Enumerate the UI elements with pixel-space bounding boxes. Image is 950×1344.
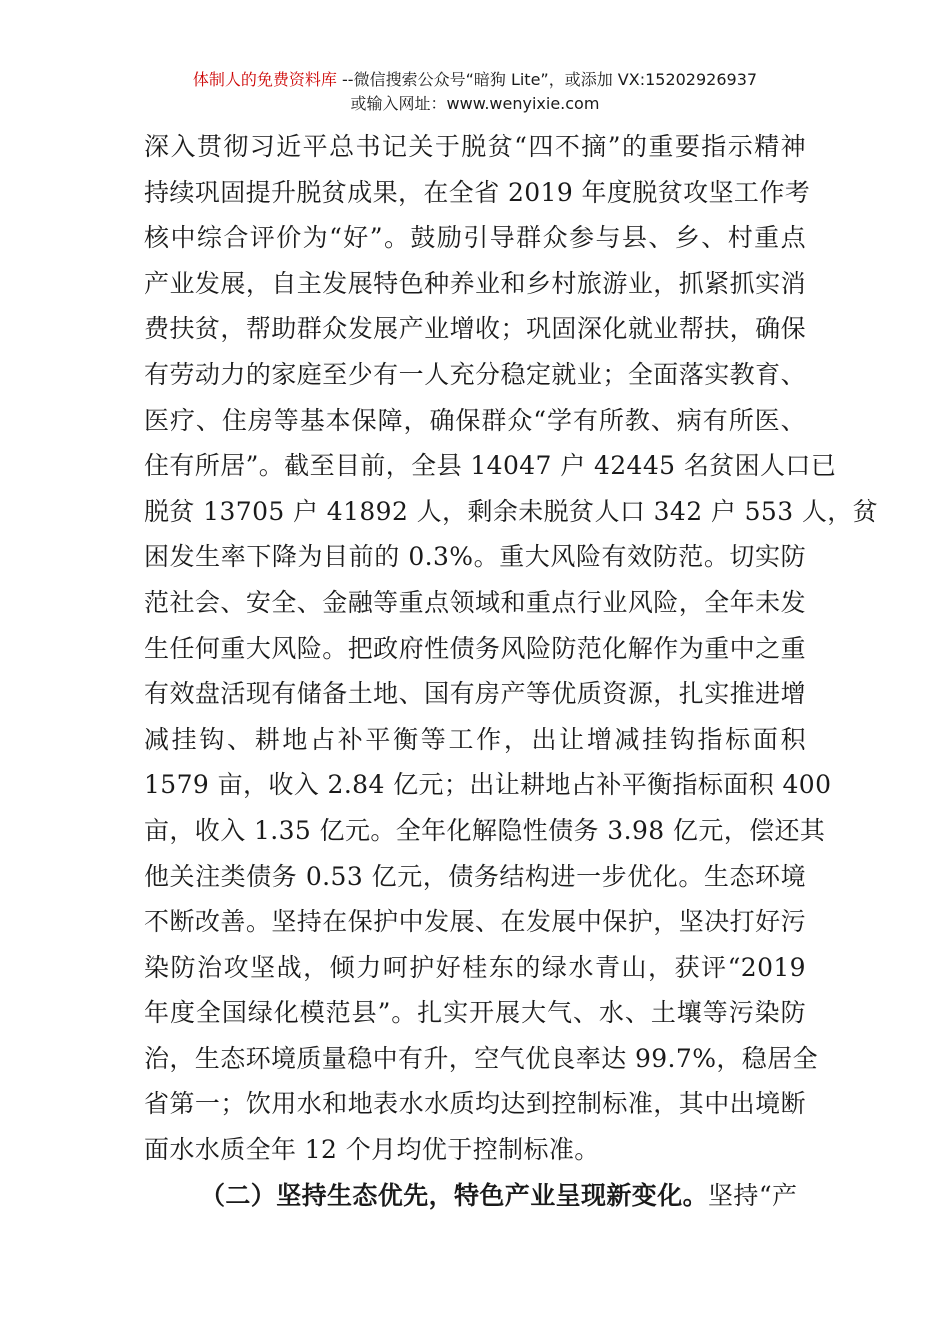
text-line: 省第一；饮用水和地表水水质均达到控制标准，其中出境断: [144, 1089, 806, 1119]
text-line: 范社会、安全、金融等重点领域和重点行业风险，全年未发: [144, 587, 806, 617]
text-line: 面水水质全年 12 个月均优于控制标准。: [144, 1135, 600, 1165]
text-line: 产业发展，自主发展特色种养业和乡村旅游业，抓紧抓实消: [144, 268, 806, 298]
text-line: 有劳动力的家庭至少有一人充分稳定就业；全面落实教育、: [144, 359, 806, 389]
text-line: 亩，收入 1.35 亿元。全年化解隐性债务 3.98 亿元，偿还其: [144, 815, 826, 845]
text-line: 费扶贫，帮助群众发展产业增收；巩固深化就业帮扶，确保: [144, 314, 806, 344]
text-line: 深入贯彻习近平总书记关于脱贫“四不摘”的重要指示精神: [144, 132, 806, 161]
text-line: 染防治攻坚战，倾力呵护好桂东的绿水青山，获评“2019: [144, 952, 806, 982]
watermark-header: [0, 68, 950, 116]
header-website: 或输入网址：www.wenyixie.com: [350, 94, 600, 113]
header-line-1: [0, 68, 950, 92]
text-line: 困发生率下降为目前的 0.3%。重大风险有效防范。切实防: [144, 542, 806, 572]
text-line: 住有所居”。截至目前，全县 14047 户 42445 名贫困人口已: [144, 451, 837, 481]
document-body: [144, 124, 879, 1218]
header-contact: --微信搜索公众号“暗狗 Lite”，或添加 VX:15202926937: [342, 70, 758, 89]
text-line: 有效盘活现有储备土地、国有房产等优质资源，扎实推进增: [144, 679, 806, 709]
header-brand: 体制人的免费资料库: [192, 70, 337, 89]
text-line: 1579 亩，收入 2.84 亿元；出让耕地占补平衡指标面积 400: [144, 770, 832, 800]
text-line: 生任何重大风险。把政府性债务风险防范化解作为重中之重: [144, 633, 806, 663]
text-line: 减挂钩、耕地占补平衡等工作，出让增减挂钩指标面积: [144, 724, 806, 754]
text-line: 持续巩固提升脱贫成果，在全省 2019 年度脱贫攻坚工作考: [144, 177, 811, 207]
text-line: 脱贫 13705 户 41892 人，剩余未脱贫人口 342 户 553 人，贫: [144, 496, 879, 526]
section-2-text: 坚持“产: [708, 1180, 798, 1210]
text-line: 不断改善。坚持在保护中发展、在发展中保护，坚决打好污: [144, 907, 806, 937]
text-line: 治，生态环境质量稳中有升，空气优良率达 99.7%，稳居全: [144, 1043, 818, 1073]
text-line: 他关注类债务 0.53 亿元，债务结构进一步优化。生态环境: [144, 861, 806, 891]
text-line: 医疗、住房等基本保障，确保群众“学有所教、病有所医、: [144, 405, 806, 435]
section-2-heading: （二）坚持生态优先，特色产业呈现新变化。: [200, 1180, 709, 1210]
section-heading-line: [144, 1173, 806, 1219]
text-line: 年度全国绿化模范县”。扎实开展大气、水、土壤等污染防: [144, 998, 806, 1028]
text-line: 核中综合评价为“好”。鼓励引导群众参与县、乡、村重点: [144, 223, 806, 253]
